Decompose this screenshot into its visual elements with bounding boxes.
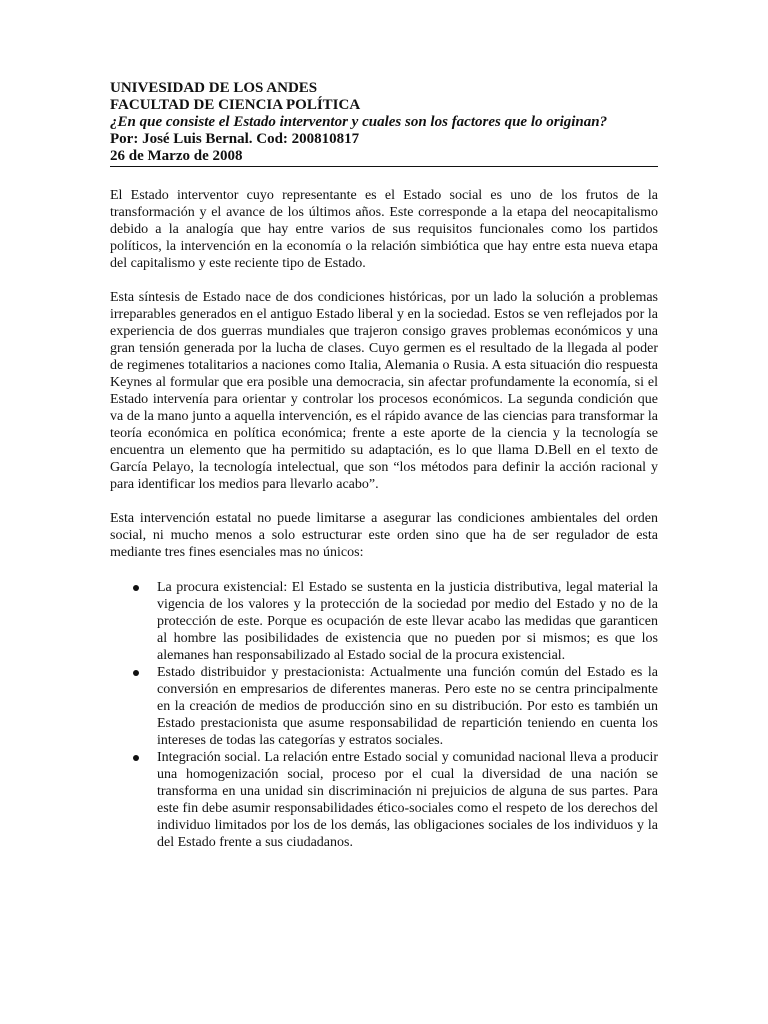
list-item-text: La procura existencial: El Estado se sustenta en la justicia distributiva, legal material la vigencia de los valores y la protección de la sociedad por medio del Estado y no de la protección de este. Porque es ocupación de este llevar acabo las medidas que garanticen al hombre las posibilidades de existencia que no pueden por si mismos; es que los alemanes han responsabilizado al Estado social de la procura existencial. [157,580,658,663]
author-line: Por: José Luis Bernal. Cod: 200810817 [110,131,360,147]
paragraph-2: Esta síntesis de Estado nace de dos condiciones históricas, por un lado la solución a problemas irreparables generados en el antiguo Estado liberal y en la sociedad. Estos se ven reflejados por la experiencia de dos guerras mundiales que trajeron consigo graves problemas económicos y una gran tensión generada por la lucha de clases. Cuyo germen es el resultado de la llegada al poder de regimenes totalitarios a naciones como Italia, Alemania o Rusia. A esta situación dio respuesta Keynes al formular que era posible una democracia, sin afectar profundamente la economía, si el Estado intervenía para orientar y controlar los procesos económicos. La segunda condición que va de la mano junto a aquella intervención, es el rápido avance de las ciencias para transformar la teoría económica en política económica; frente a este aporte de la ciencia y la tecnología se encuentra un elemento que ha permitido su adaptación, es lo que llama D.Bell en el texto de García Pelayo, la tecnología intelectual, que son “los métodos para definir la acción racional y para identificar los medios para llevarlo acabo”. [110,290,658,492]
list-item [157,749,658,851]
bullet-icon [133,755,139,761]
bullet-list [110,579,658,851]
bullet-icon [133,585,139,591]
bullet-icon [133,670,139,676]
document-header [110,80,658,167]
list-item-text: Integración social. La relación entre Estado social y comunidad nacional lleva a producir una homogenización social, proceso por el cual la diversidad de una nación se transforma en una unidad sin discriminación ni prejuicios de alguna de sus partes. Para este fin debe asumir responsabilidades ético-sociales como el respeto de los derechos del individuo limitados por los de los demás, las obligaciones sociales de los individuos y la del Estado frente a sus ciudadanos. [157,750,658,850]
faculty-name: FACULTAD DE CIENCIA POLÍTICA [110,97,361,113]
university-name: UNIVESIDAD DE LOS ANDES [110,80,318,96]
paragraph-1: El Estado interventor cuyo representante es el Estado social es uno de los frutos de la transformación y el avance de los últimos años. Este corresponde a la etapa del neocapitalismo debido a la analogía que hay entre varios de sus requisitos funcionales como los partidos políticos, la intervención en la economía o la relación simbiótica que hay entre esta nueva etapa del capitalismo y este reciente tipo de Estado. [110,188,658,271]
paragraph-3: Esta intervención estatal no puede limitarse a asegurar las condiciones ambientales del orden social, ni mucho menos a solo estructurar este orden sino que ha de ser regulador de esta mediante tres fines esenciales mas no únicos: [110,511,658,560]
document-page [110,80,658,851]
list-item [157,579,658,664]
essay-question: ¿En que consiste el Estado interventor y cuales son los factores que lo originan? [110,114,608,130]
document-body [110,187,658,851]
list-item [157,664,658,749]
document-date: 26 de Marzo de 2008 [110,148,243,164]
list-item-text: Estado distribuidor y prestacionista: Actualmente una función común del Estado es la conversión en empresarios de diferentes maneras. Pero este no se centra principalmente en la creación de medios de producción sino en su distribución. Por esto es también un Estado prestacionista que asume responsabilidad de repartición teniendo en cuenta los intereses de todas las categorías y estratos sociales. [157,665,658,748]
